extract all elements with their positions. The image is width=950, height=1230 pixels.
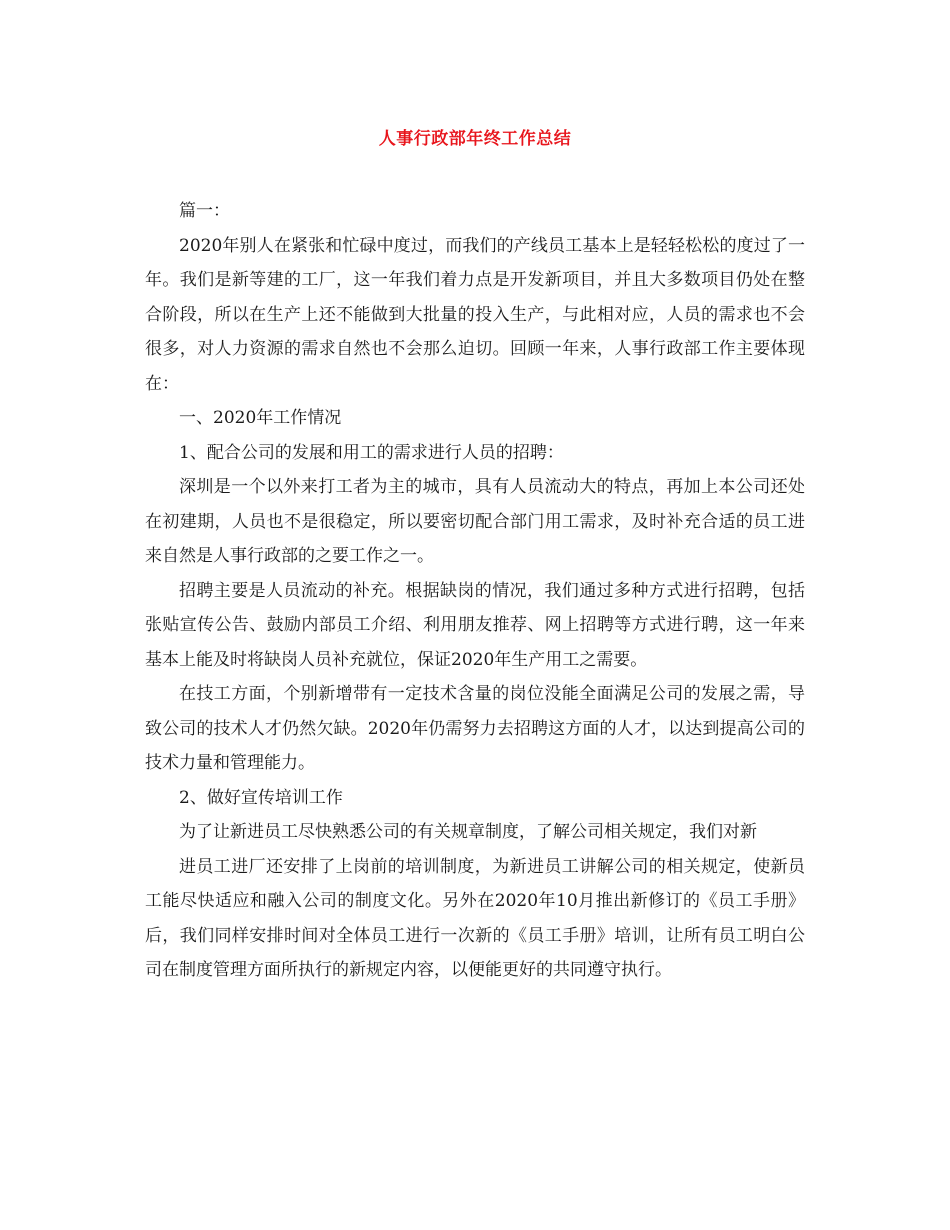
heading-recruitment: 1、配合公司的发展和用工的需求进行人员的招聘： (179, 442, 564, 463)
paragraph-technicians: 在技工方面，个别新增带有一定技术含量的岗位没能全面满足公司的发展之需，导致公司的技术人才仍然欠缺。2020年仍需努力去招聘这方面的人才，以达到提高公司的技术力量和管理能力。 (145, 684, 805, 773)
paragraph-intro: 2020年别人在紧张和忙碌中度过，而我们的产线员工基本上是轻轻松松的度过了一年。我们是新等建的工厂，这一年我们着力点是开发新项目，并且大多数项目仍处在整合阶段，所以在生产上还不能做到大批量的投入生产，与此相对应，人员的需求也不会很多，对人力资源的需求自然也不会那么迫切。回顾一年来，人事行政部工作主要体现在： (145, 235, 805, 394)
paragraph-section-label: 篇一： (179, 201, 230, 221)
heading-work-status: 一、2020年工作情况 (179, 408, 342, 428)
heading-training: 2、做好宣传培训工作 (179, 787, 343, 808)
paragraph-training-detail: 进员工进厂还安排了上岗前的培训制度，为新进员工讲解公司的相关规定，使新员工能尽快适应和融入公司的制度文化。另外在2020年10月推出新修订的《员工手册》后，我们同样安排时间对全体员工进行一次新的《员工手册》培训，让所有员工明白公司在制度管理方面所执行的新规定内容，以便能更好的共同遵守执行。 (145, 856, 805, 980)
paragraph-shenzhen: 深圳是一个以外来打工者为主的城市，具有人员流动大的特点，再加上本公司还处在初建期，人员也不是很稳定，所以要密切配合部门用工需求，及时补充合适的员工进来自然是人事行政部的之要工作之一。 (145, 477, 805, 566)
document-body (145, 194, 805, 988)
paragraph-training-intro: 为了让新进员工尽快熟悉公司的有关规章制度，了解公司相关规定，我们对新 (179, 822, 757, 842)
paragraph-recruitment-methods: 招聘主要是人员流动的补充。根据缺岗的情况，我们通过多种方式进行招聘，包括张贴宣传公告、鼓励内部员工介绍、利用朋友推荐、网上招聘等方式进行聘，这一年来基本上能及时将缺岗人员补充就位，保证2020年生产用工之需要。 (145, 580, 805, 670)
document-title: 人事行政部年终工作总结 (378, 129, 572, 149)
